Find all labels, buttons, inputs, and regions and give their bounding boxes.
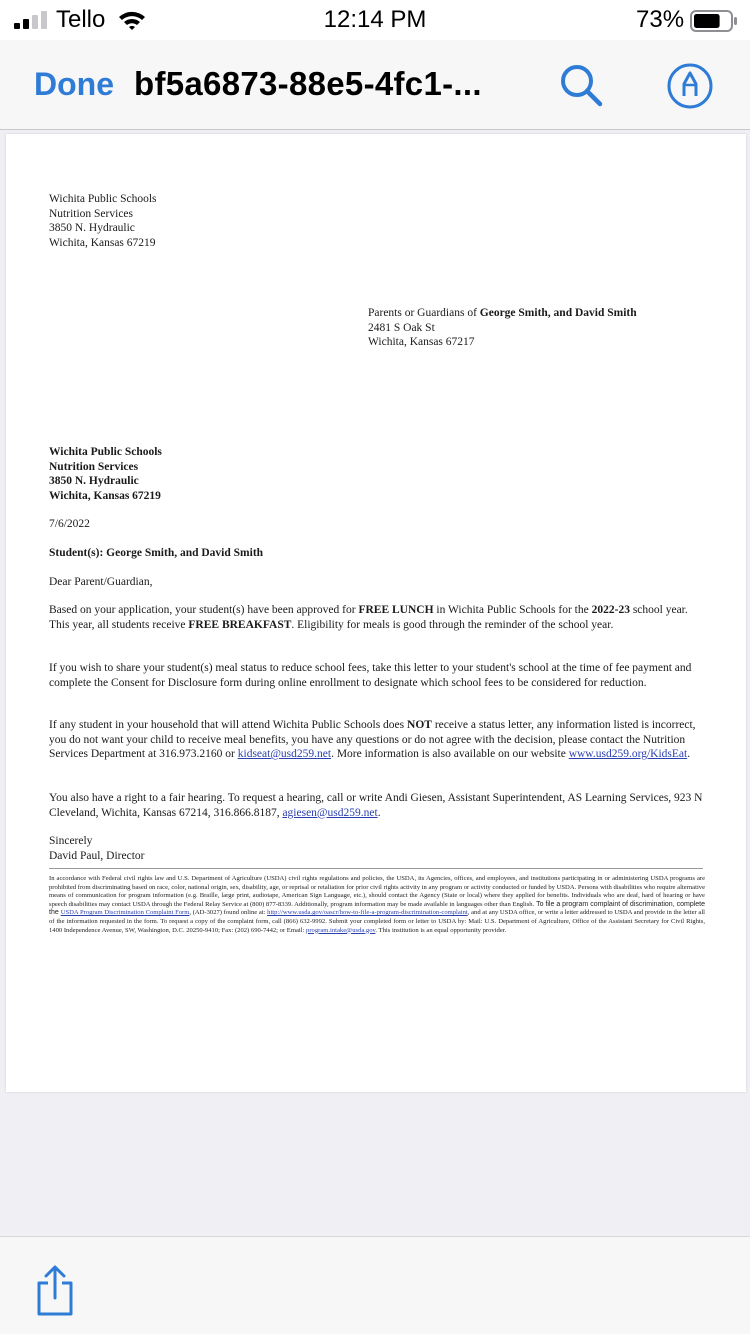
paragraph-contact: If any student in your household that will attend Wichita Public Schools does NOT receive a status letter, any information listed is incorrect, you do not want your child to receive meal benefits, you have any questions or do not agree with the decision, please contact the Nutrition Services Department at 316.973.2160 or kidseat@usd259.net. More information is also available on our website www.usd259.org/KidsEat. bbox=[49, 719, 696, 760]
battery-icon bbox=[690, 10, 738, 32]
recipient-names: George Smith, and David Smith bbox=[479, 307, 637, 319]
search-icon[interactable] bbox=[556, 60, 606, 110]
agiesen-email-link[interactable]: agiesen@usd259.net bbox=[282, 806, 378, 819]
recipient-address: Parents or Guardians of George Smith, and David Smith 2481 S Oak St Wichita, Kansas 67217 bbox=[368, 307, 637, 348]
share-icon[interactable] bbox=[34, 1265, 76, 1317]
usda-email-link[interactable]: program.intake@usda.gov bbox=[306, 926, 376, 934]
students-line: Student(s): George Smith, and David Smith bbox=[49, 547, 264, 559]
paragraph-hearing: You also have a right to a fair hearing. To request a hearing, call or write Andi Giesen, Assistant Superintendent, AS Learning Services, 923 N Cleveland, Wichita, Kansas 67214, 316.866.8187, agiesen@usd259.net. bbox=[49, 792, 703, 819]
nondiscrimination-statement: In accordance with Federal civil rights law and U.S. Department of Agriculture (USDA) civil rights regulations and policies, the USDA, its Agencies, offices, and employees, and institutions participating in or administering USDA programs are prohibited from discriminating based on race, color, national origin, sex, disability, age, or reprisal or retaliation for prior civil rights activity in any program or activity conducted or funded by USDA. Persons with disabilities who require alternative means of communication for program information (e.g. Braille, large print, audiotape, American Sign Language, etc.), should contact the Agency (State or local) where they applied for benefits. Individuals who are deaf, hard of hearing or have speech disabilities may contact USDA through the Federal Relay Service at (800) 877-8339. Additionally, program information may be made available in languages other than English. To file a program complaint of discrimination, complete the USDA Program Discrimination Complaint Form, (AD-3027) found online at: http://www.usda.gov/oascr/how-to-file-a-program-discrimination-complaint, and at any USDA office, or write a letter addressed to USDA and provide in the letter all of the information requested in the form. To request a copy of the complaint form, call (866) 632-9992. Submit your completed form or letter to USDA by: Mail: U.S. Department of Agriculture, Office of the Assistant Secretary for Civil Rights, 1400 Independence Avenue, SW, Washington, D.C. 20250-9410; Fax: (202) 690-7442; or Email: program.intake@usda.gov. This institution is an equal opportunity provider. bbox=[49, 875, 705, 934]
divider bbox=[49, 868, 703, 869]
markup-pen-icon[interactable] bbox=[666, 62, 714, 110]
letter-date: 7/6/2022 bbox=[49, 518, 90, 530]
battery-percent: 73% bbox=[636, 6, 685, 33]
sender-address: Wichita Public Schools Nutrition Services 3850 N. Hydraulic Wichita, Kansas 67219 bbox=[49, 193, 157, 249]
status-bar bbox=[0, 0, 750, 40]
bottom-toolbar bbox=[0, 1236, 750, 1334]
kidseat-email-link[interactable]: kidseat@usd259.net bbox=[237, 748, 332, 760]
document-title: bf5a6873-88e5-4fc1-... bbox=[134, 65, 482, 102]
document-page bbox=[6, 134, 746, 1092]
clock-time: 12:14 PM bbox=[323, 6, 427, 33]
carrier-name: Tello bbox=[56, 6, 106, 33]
closing-signature: Sincerely David Paul, Director bbox=[49, 835, 145, 862]
sender-address-bold: Wichita Public Schools Nutrition Services 3850 N. Hydraulic Wichita, Kansas 67219 bbox=[49, 446, 162, 502]
paragraph-fees: If you wish to share your student(s) meal status to reduce school fees, take this letter to your student's school at the time of fee payment and complete the Consent for Disclosure form during online enrollment to designate which school fees to be considered for reduction. bbox=[49, 662, 692, 689]
website-link[interactable]: www.usd259.org/KidsEat bbox=[568, 748, 688, 760]
complaint-form-link[interactable]: USDA Program Discrimination Complaint Form bbox=[60, 909, 190, 917]
paragraph-approval: Based on your application, your student(s) have been approved for FREE LUNCH in Wichita Public Schools for the 2022-23 school year. This year, all students receive FREE BREAKFAST. Eligibility for meals is good through the reminder of the school year. bbox=[49, 604, 688, 631]
complaint-url-link[interactable]: http://www.usda.gov/oascr/how-to-file-a-program-discrimination-complaint bbox=[267, 909, 468, 917]
done-button[interactable]: Done bbox=[34, 66, 114, 102]
greeting: Dear Parent/Guardian, bbox=[49, 576, 153, 588]
navigation-bar bbox=[0, 40, 750, 130]
